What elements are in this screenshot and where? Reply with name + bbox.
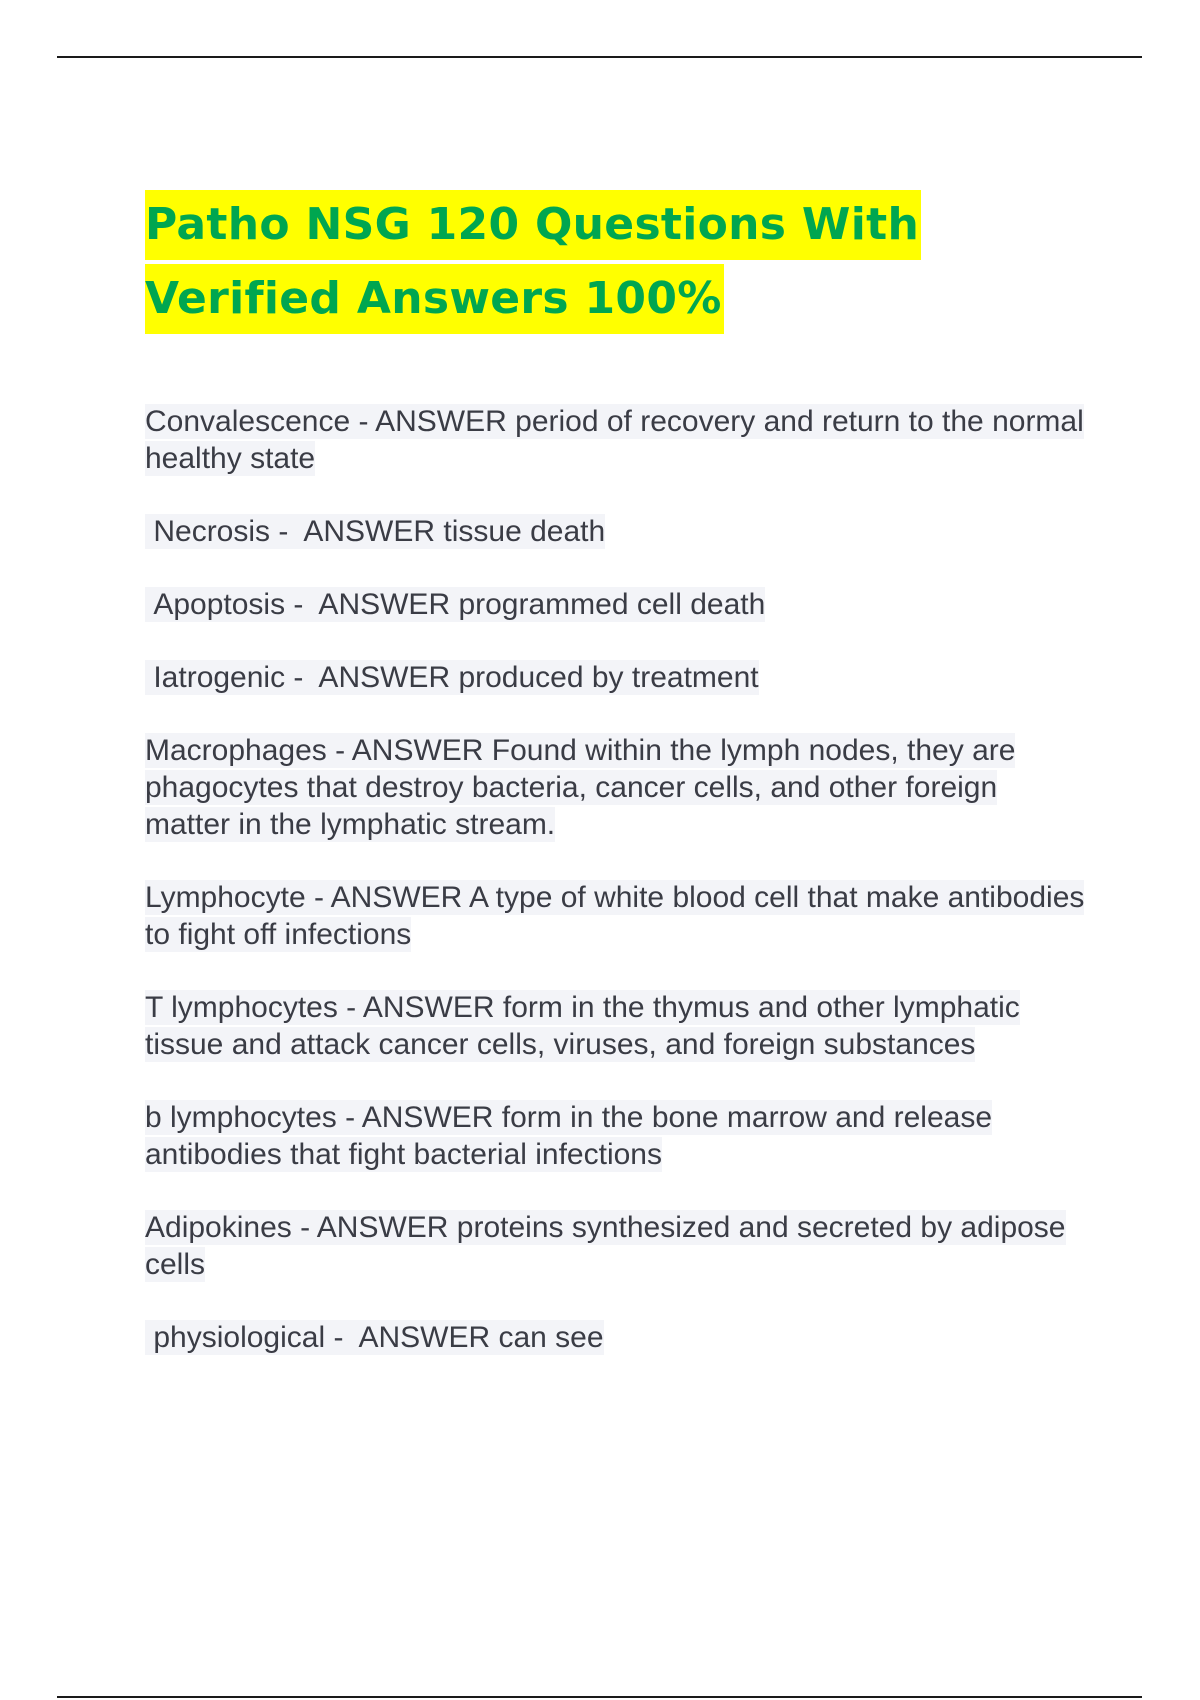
qa-entry-text: Adipokines - ANSWER proteins synthesized and secreted by adipose cells <box>145 1211 1066 1281</box>
qa-entry-iatrogenic <box>145 659 1085 696</box>
qa-entry-text: Macrophages - ANSWER Found within the lymph nodes, they are phagocytes that destroy bacteria, cancer cells, and other foreign matter in the lymphatic stream. <box>145 734 1016 841</box>
qa-entry-text: Iatrogenic - ANSWER produced by treatment <box>145 661 759 694</box>
qa-entry-text: Necrosis - ANSWER tissue death <box>145 515 606 548</box>
page-bottom-rule <box>57 1696 1142 1698</box>
qa-list <box>145 403 1085 1392</box>
qa-entry-lymphocyte <box>145 879 1085 953</box>
qa-entry-text: Convalescence - ANSWER period of recovery and return to the normal healthy state <box>145 405 1084 475</box>
qa-entry-text: b lymphocytes - ANSWER form in the bone marrow and release antibodies that fight bacterial infections <box>145 1101 993 1171</box>
qa-entry-macrophages <box>145 732 1085 843</box>
qa-entry-text: physiological - ANSWER can see <box>145 1321 604 1354</box>
qa-entry-convalescence <box>145 403 1085 477</box>
title-line-2: Verified Answers 100% <box>145 264 724 334</box>
qa-entry-b-lymphocytes <box>145 1099 1085 1173</box>
qa-entry-text: Apoptosis - ANSWER programmed cell death <box>145 588 766 621</box>
qa-entry-text: Lymphocyte - ANSWER A type of white blood cell that make antibodies to fight off infections <box>145 881 1085 951</box>
document-title <box>145 190 1145 334</box>
qa-entry-text: T lymphocytes - ANSWER form in the thymus and other lymphatic tissue and attack cancer cells, viruses, and foreign substances <box>145 991 1020 1061</box>
qa-entry-necrosis <box>145 513 1085 550</box>
qa-entry-apoptosis <box>145 586 1085 623</box>
qa-entry-t-lymphocytes <box>145 989 1085 1063</box>
title-line-1: Patho NSG 120 Questions With <box>145 190 921 260</box>
qa-entry-adipokines <box>145 1209 1085 1283</box>
qa-entry-physiological <box>145 1319 1085 1356</box>
page-top-rule <box>57 56 1142 58</box>
